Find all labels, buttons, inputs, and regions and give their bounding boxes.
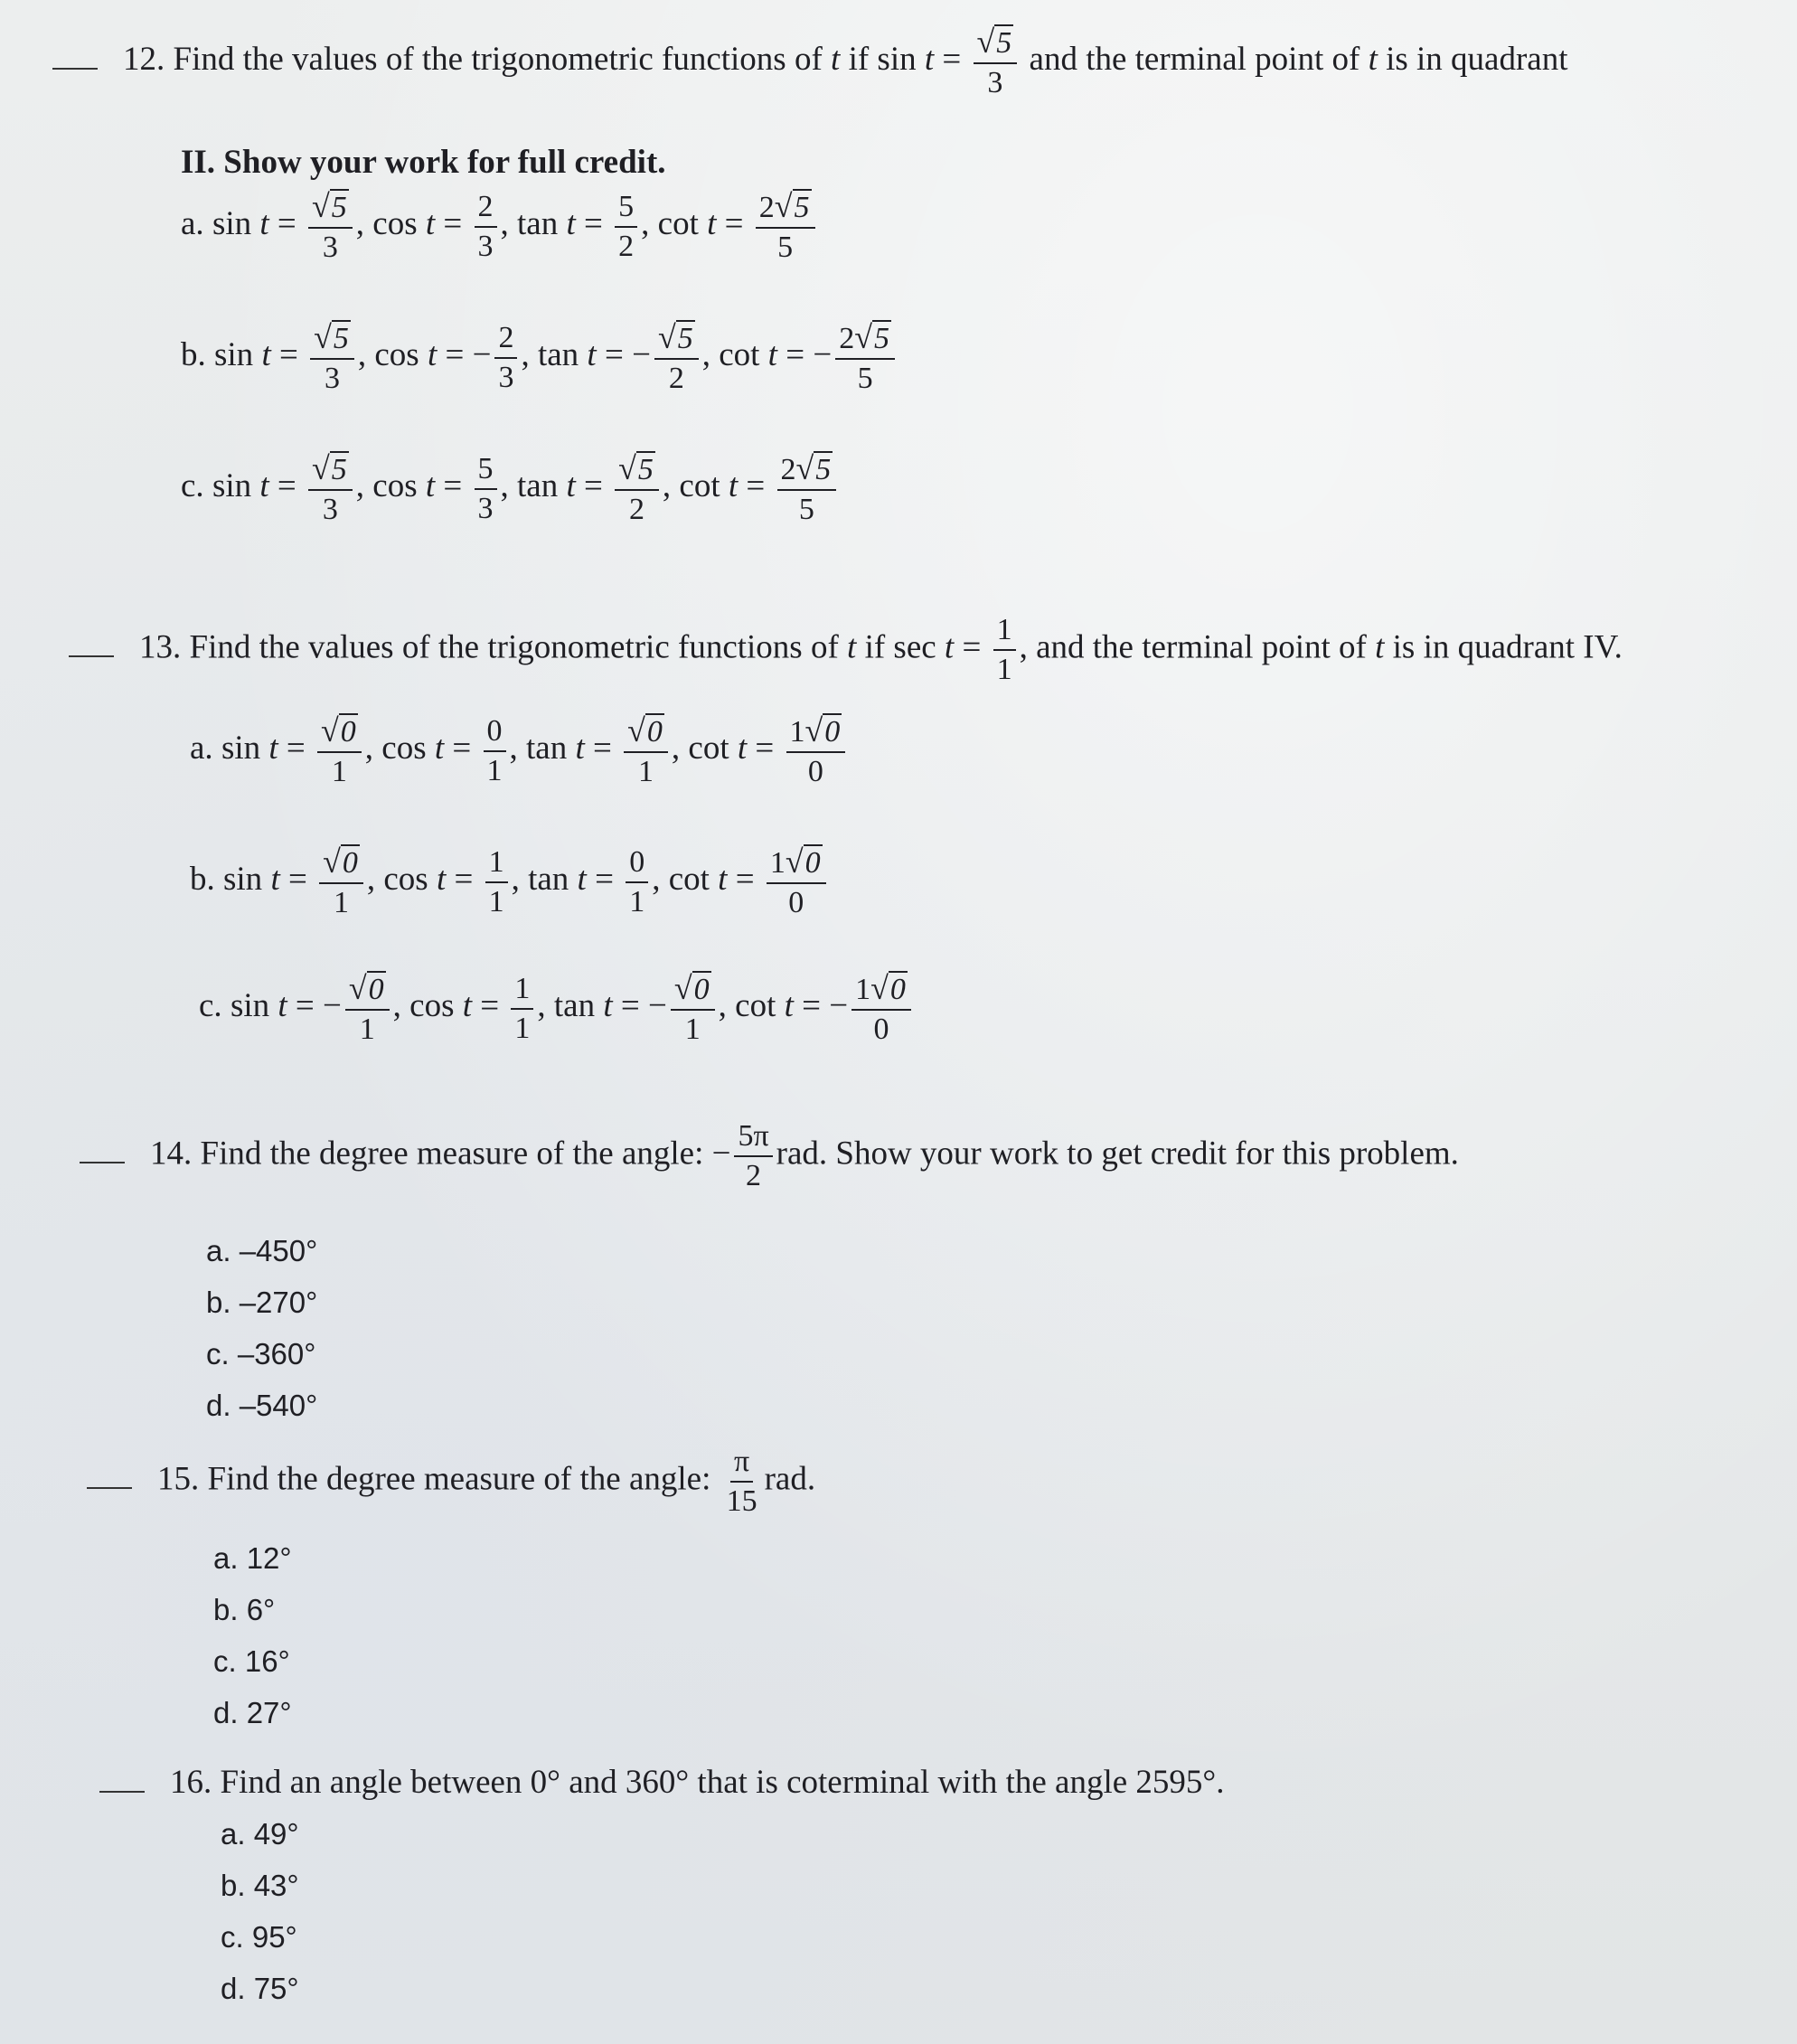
- option[interactable]: d. –540°: [206, 1389, 318, 1422]
- answer-blank-14[interactable]: [80, 1162, 125, 1163]
- option[interactable]: d. 75°: [221, 1972, 299, 2005]
- choice-c[interactable]: c. sin t = $\frac{√5}{3}$ , cos t = $\frac{5}{3}$ , tan t = $\frac{√5}{2}$ , cot t = $\frac{2√5}{5}$: [181, 452, 840, 525]
- choice-c[interactable]: c. sin t = − $\frac{√0}{1}$ , cos t = $\frac{1}{1}$ , tan t = − $\frac{√0}{1}$ , cot t = − $\frac{1√0}{0}$: [199, 972, 915, 1045]
- question-12: 12. Find the values of the trigonometric functions of t if sin t = $\frac{√5}{3}$ and the terminal point of t is in quadrant: [52, 25, 1568, 99]
- angle-fraction-15: $\frac{\pi}{15}$: [726, 1445, 757, 1518]
- angle-fraction-14: $\frac{5\pi}{2}$: [734, 1121, 772, 1192]
- question-16-options: [221, 1808, 299, 2014]
- sin-fraction: $\frac{√5}{3}$: [974, 25, 1018, 99]
- option[interactable]: b. –270°: [206, 1286, 318, 1319]
- option[interactable]: d. 27°: [213, 1696, 292, 1729]
- option[interactable]: a. 12°: [213, 1541, 292, 1575]
- answer-blank-15[interactable]: [87, 1487, 132, 1489]
- question-15-options: [213, 1532, 292, 1738]
- question-14-options: [206, 1225, 317, 1431]
- question-16: 16. Find an angle between 0° and 360° that is coterminal with the angle 2595°.: [99, 1763, 1224, 1802]
- question-15: 15. Find the degree measure of the angle: $\frac{\pi}{15}$ rad.: [87, 1446, 815, 1517]
- answer-blank-13[interactable]: [69, 655, 114, 657]
- question-13: 13. Find the values of the trigonometric functions of t if sec t = $\frac{1}{1}$ , and the terminal point of t is in quadrant IV.: [69, 615, 1623, 685]
- sec-fraction: $\frac{1}{1}$: [993, 615, 1016, 685]
- question-12-line2: II. Show your work for full credit.: [181, 144, 666, 181]
- option[interactable]: a. 49°: [221, 1817, 299, 1851]
- option[interactable]: c. 95°: [221, 1920, 297, 1954]
- option[interactable]: b. 43°: [221, 1869, 299, 1902]
- option[interactable]: b. 6°: [213, 1593, 276, 1626]
- answer-blank-16[interactable]: [99, 1791, 145, 1793]
- question-14: 14. Find the degree measure of the angle: − $\frac{5\pi}{2}$ rad. Show your work to get credit for this problem.: [80, 1121, 1459, 1192]
- option[interactable]: a. –450°: [206, 1234, 318, 1267]
- choice-a[interactable]: a. sin t = $\frac{√5}{3}$ , cos t = $\frac{2}{3}$ , tan t = $\frac{5}{2}$ , cot t = $\frac{2√5}{5}$: [181, 190, 819, 263]
- answer-blank-12[interactable]: [52, 68, 98, 70]
- option[interactable]: c. 16°: [213, 1644, 290, 1678]
- option[interactable]: c. –360°: [206, 1337, 316, 1371]
- choice-b[interactable]: b. sin t = $\frac{√5}{3}$ , cos t = − $\frac{2}{3}$ , tan t = − $\frac{√5}{2}$ , cot t = − $\frac{2√5}{5}$: [181, 321, 898, 394]
- choice-b[interactable]: b. sin t = $\frac{√0}{1}$ , cos t = $\frac{1}{1}$ , tan t = $\frac{0}{1}$ , cot t = $\frac{1√0}{0}$: [190, 845, 830, 918]
- choice-a[interactable]: a. sin t = $\frac{√0}{1}$ , cos t = $\frac{0}{1}$ , tan t = $\frac{√0}{1}$ , cot t = $\frac{1√0}{0}$: [190, 714, 849, 787]
